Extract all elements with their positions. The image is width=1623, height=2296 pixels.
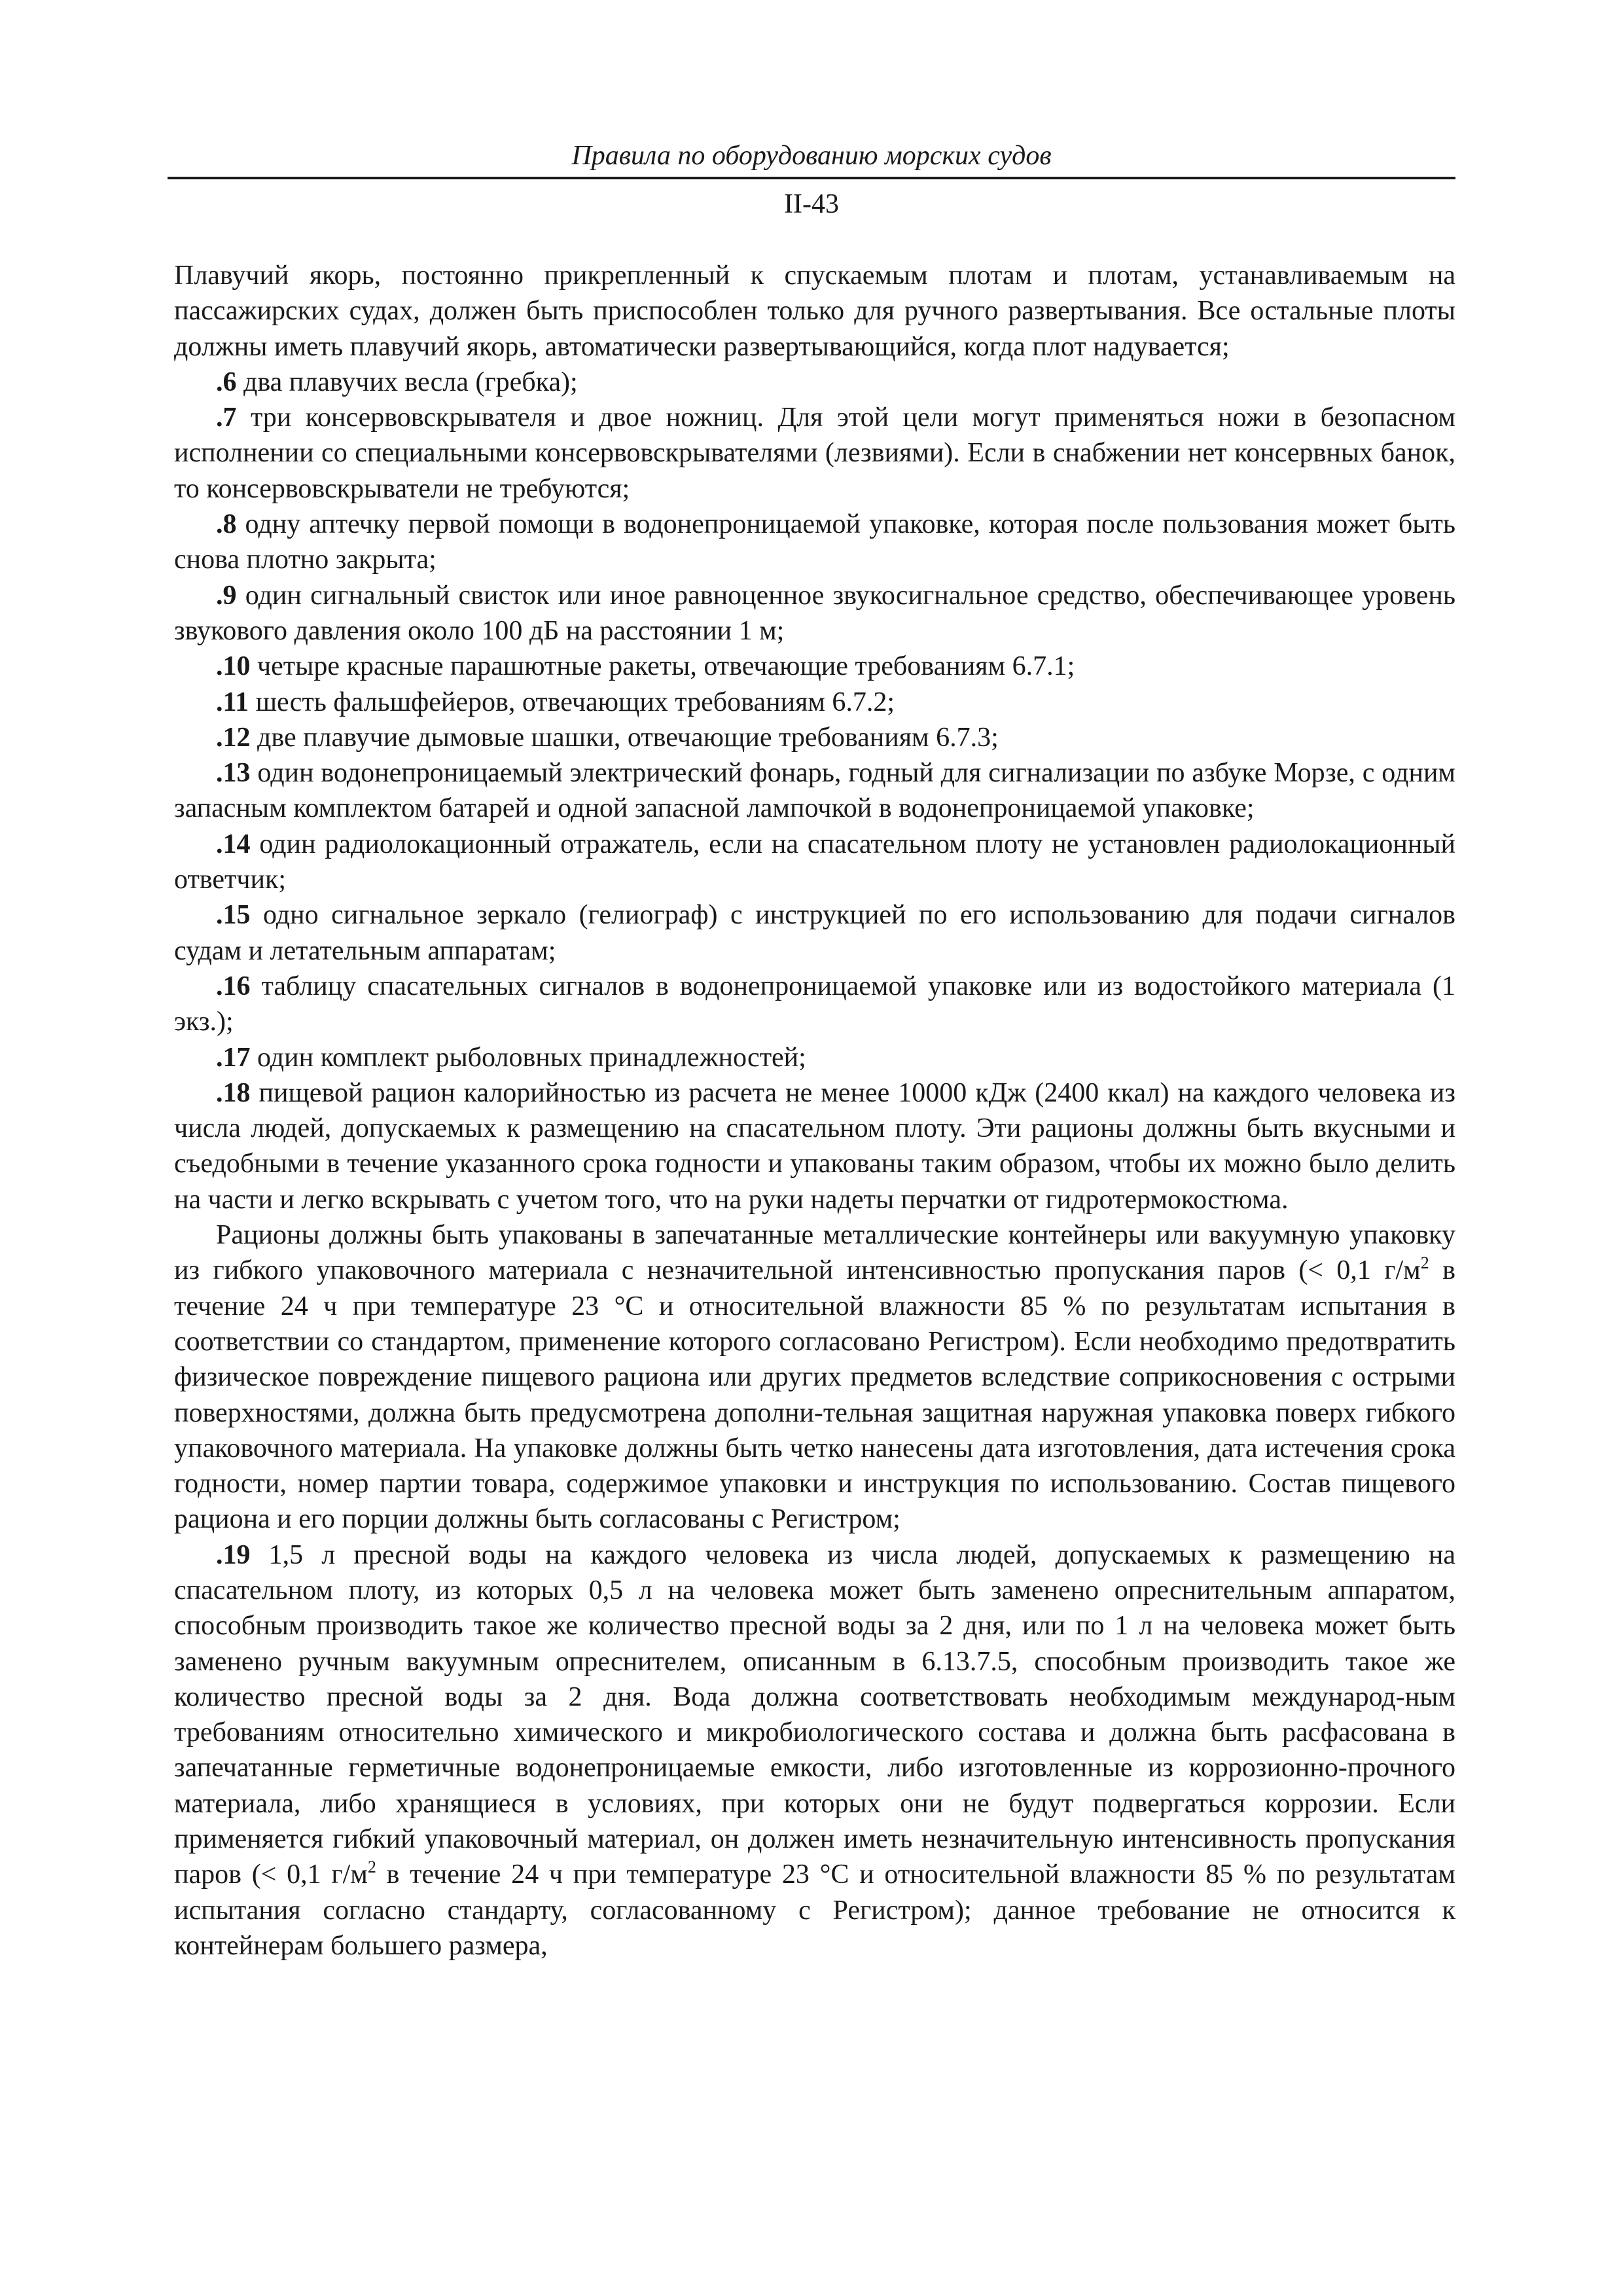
item-text: один комплект рыболовных принадлежностей;: [250, 1042, 806, 1073]
item-text: один радиолокационный отражатель, если на спасательном плоту не установлен радиолокационный ответчик;: [174, 829, 1455, 895]
item-text: в течение 24 ч при температуре 23 °С и относительной влажности 85 % по результатам испытания согласно стандарту, согласованному с Регистром); данное требование не относится к контейнерам большего размера,: [174, 1859, 1455, 1961]
paragraph-rations-packaging: [174, 1217, 1455, 1537]
item-number: .16: [216, 971, 251, 1001]
list-item: [174, 507, 1455, 578]
item-number: .7: [216, 403, 237, 433]
item-text: шесть фальшфейеров, отвечающих требованиям 6.7.2;: [249, 687, 895, 717]
item-number: .8: [216, 509, 237, 540]
item-number: .18: [216, 1077, 251, 1108]
item-text: одну аптечку первой помощи в водонепроницаемой упаковке, которая после пользования может быть снова плотно закрыта;: [174, 509, 1455, 575]
item-number: .17: [216, 1042, 251, 1073]
list-item: [174, 969, 1455, 1040]
item-text: один сигнальный свисток или иное равноценное звукосигнальное средство, обеспечивающее уровень звукового давления около 100 дБ на расстоянии 1 м;: [174, 580, 1455, 646]
paragraph-text: Рационы должны быть упакованы в запечатанные металлические контейнеры или вакуумную упаковку из гибкого упаковочного материала с незначительной интенсивностью пропускания паров (< 0,1 г/м: [174, 1220, 1455, 1286]
item-number: .11: [216, 687, 249, 717]
list-item: [174, 827, 1455, 898]
item-text: один водонепроницаемый электрический фонарь, годный для сигнализации по азбуке Морзе, с одним запасным комплектом батарей и одной запасной лампочкой в водонепроницаемой упаковке;: [174, 758, 1455, 824]
paragraph-text: Плавучий якорь, постоянно прикрепленный к спускаемым плотам и плотам, устанавливаемым на пассажирских судах, должен быть приспособлен только для ручного развертывания. Все остальные плоты должны иметь плавучий якорь, автоматически развертывающийся, когда плот надувается;: [174, 260, 1455, 362]
list-item: [174, 649, 1455, 684]
item-number: .9: [216, 580, 237, 611]
list-item: [174, 578, 1455, 649]
item-text: четыре красные парашютные ракеты, отвечающие требованиям 6.7.1;: [250, 651, 1075, 682]
list-item: [174, 755, 1455, 827]
item-text: пищевой рацион калорийностью из расчета не менее 10000 кДж (2400 ккал) на каждого человека из числа людей, допускаемых к размещению на спасательном плоту. Эти рационы должны быть вкусными и съедобными в течение указанного срока годности и упакованы таким образом, чтобы их можно было делить на части и легко вскрывать с учетом того, что на руки надеты перчатки от гидротермокостюма.: [174, 1077, 1455, 1215]
superscript: 2: [367, 1857, 376, 1877]
page-number: II-43: [784, 189, 839, 219]
item-text: две плавучие дымовые шашки, отвечающие требованиям 6.7.3;: [250, 722, 999, 753]
item-number: .19: [216, 1539, 251, 1570]
item-text: три консервовскрывателя и двое ножниц. Для этой цели могут применяться ножи в безопасном исполнении со специальными консервовскрывателями (лезвиями). Если в снабжении нет консервных банок, то консервовскрыватели не требуются;: [174, 403, 1455, 504]
document-body: [174, 258, 1455, 1964]
list-item: [174, 1075, 1455, 1217]
list-item: [174, 1537, 1455, 1964]
superscript: 2: [1420, 1253, 1429, 1273]
item-text: 1,5 л пресной воды на каждого человека из числа людей, допускаемых к размещению на спасательном плоту, из которых 0,5 л на человека может быть заменено опреснительным аппаратом, способным производить такое же количество пресной воды за 2 дня, или по 1 л на человека может быть заменено ручным вакуумным опреснителем, описанным в 6.13.7.5, способным производить такое же количество пресной воды за 2 дня. Вода должна соответствовать необходимым международ-ным требованиям относительно химического и микробиологического состава и должна быть расфасована в запечатанные герметичные водонепроницаемые емкости, либо изготовленные из коррозионно-прочного материала, либо хранящиеся в условиях, при которых они не будут подвергаться коррозии. Если применяется гибкий упаковочный материал, он должен иметь незначительную интенсивность пропускания паров (< 0,1 г/м: [174, 1539, 1455, 1890]
list-item: [174, 720, 1455, 755]
item-text: одно сигнальное зеркало (гелиограф) с инструкцией по его использованию для подачи сигналов судам и летательным аппаратам;: [174, 900, 1455, 966]
item-number: .14: [216, 829, 251, 859]
list-item: [174, 1040, 1455, 1075]
list-item: [174, 897, 1455, 969]
item-number: .6: [216, 367, 237, 397]
item-text: два плавучих весла (гребка);: [236, 367, 578, 397]
item-number: .15: [216, 900, 251, 931]
header-rule: [168, 177, 1455, 179]
list-item: [174, 400, 1455, 507]
item-number: .10: [216, 651, 251, 682]
list-item: [174, 365, 1455, 400]
item-number: .12: [216, 722, 251, 753]
page-header: [168, 139, 1455, 223]
running-title: Правила по оборудованию морских судов: [571, 141, 1052, 171]
item-text: таблицу спасательных сигналов в водонепроницаемой упаковке или из водостойкого материала (1 экз.);: [174, 971, 1455, 1037]
list-item: [174, 685, 1455, 720]
paragraph-sea-anchor: [174, 258, 1455, 365]
paragraph-text: в течение 24 ч при температуре 23 °С и относительной влажности 85 % по результатам испытания в соответствии со стандартом, применение которого согласовано Регистром). Если необходимо предотвратить физическое повреждение пищевого рациона или других предметов вследствие соприкосновения с острыми поверхностями, должна быть предусмотрена дополни-тельная защитная наружная упаковка поверх гибкого упаковочного материала. На упаковке должны быть четко нанесены дата изготовления, дата истечения срока годности, номер партии товара, содержимое упаковки и инструкция по использованию. Состав пищевого рациона и его порции должны быть согласованы с Регистром;: [174, 1255, 1455, 1535]
item-number: .13: [216, 758, 251, 789]
